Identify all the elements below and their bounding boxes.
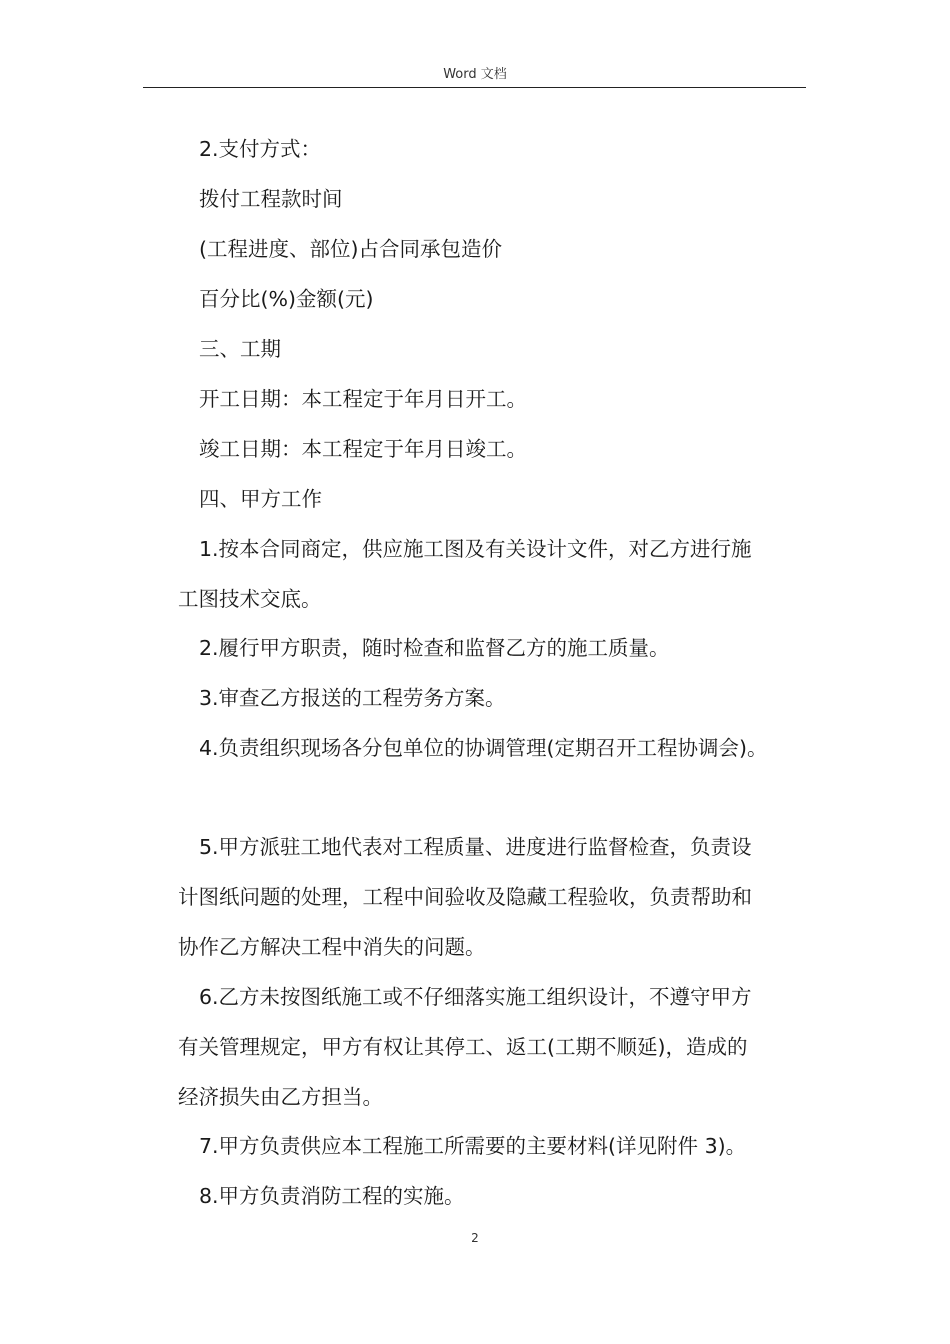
body-line: 经济损失由乙方担当。	[178, 1085, 383, 1109]
body-line: 四、甲方工作	[199, 487, 322, 511]
body-line: 3.审查乙方报送的工程劳务方案。	[199, 686, 506, 710]
body-line: 1.按本合同商定，供应施工图及有关设计文件，对乙方进行施	[199, 537, 752, 561]
body-line: 三、工期	[199, 337, 281, 361]
body-line: 计图纸问题的处理，工程中间验收及隐藏工程验收，负责帮助和	[178, 885, 752, 909]
body-line: 拨付工程款时间	[199, 187, 343, 211]
page-number: 2	[471, 1231, 479, 1245]
body-line: 7.甲方负责供应本工程施工所需要的主要材料(详见附件 3)。	[199, 1134, 747, 1158]
body-line: (工程进度、部位)占合同承包造价	[199, 237, 502, 261]
body-line: 竣工日期：本工程定于年月日竣工。	[199, 437, 527, 461]
header-divider	[143, 87, 806, 88]
body-line: 2.支付方式：	[199, 137, 322, 161]
body-line: 5.甲方派驻工地代表对工程质量、进度进行监督检查，负责设	[199, 835, 752, 859]
body-line: 8.甲方负责消防工程的实施。	[199, 1184, 465, 1208]
body-line: 6.乙方未按图纸施工或不仔细落实施工组织设计，不遵守甲方	[199, 985, 752, 1009]
body-line: 4.负责组织现场各分包单位的协调管理(定期召开工程协调会)。	[199, 736, 768, 760]
body-line: 有关管理规定，甲方有权让其停工、返工(工期不顺延)，造成的	[178, 1035, 748, 1059]
body-line: 开工日期：本工程定于年月日开工。	[199, 387, 527, 411]
body-line: 百分比(%)金额(元)	[199, 287, 374, 311]
header-title: Word 文档	[443, 67, 507, 82]
body-line: 2.履行甲方职责，随时检查和监督乙方的施工质量。	[199, 636, 670, 660]
body-line: 协作乙方解决工程中消失的问题。	[178, 935, 486, 959]
body-line: 工图技术交底。	[178, 587, 322, 611]
